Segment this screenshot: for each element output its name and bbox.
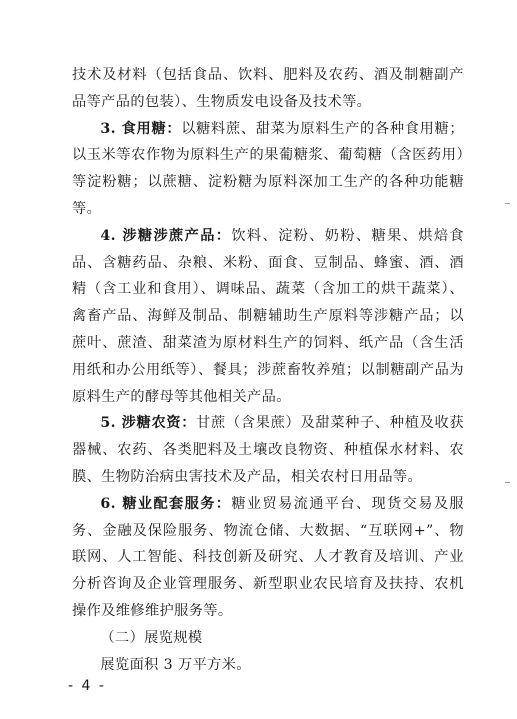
- paragraph-text: 甘蔗（含果蔗）及甜菜种子、种植及收获器械、农药、各类肥料及土壤改良物资、种植保水材料、农膜、生物防治病虫害技术及产品，相关农村日用品等。: [72, 415, 465, 485]
- paragraph-heading: 3. 食用糖：: [100, 120, 182, 137]
- document-body: [72, 62, 464, 678]
- section-heading: （二）展览规模: [100, 629, 203, 646]
- margin-tick-mark: [505, 203, 510, 204]
- paragraph-text: 以糖料蔗、甜菜为原料生产的各种食用糖；以玉米等农作物为原料生产的果葡糖浆、葡萄糖（含医药用）等淀粉糖；以蔗糖、淀粉糖为原料深加工生产的各种功能糖等。: [72, 120, 464, 217]
- paragraph-item-3: [72, 116, 464, 223]
- paragraph-continuation: [72, 62, 464, 116]
- paragraph-heading: 6. 糖业配套服务：: [100, 495, 232, 512]
- paragraph-item-5: [72, 410, 464, 490]
- paragraph-item-4: [72, 223, 464, 411]
- paragraph-heading: 5. 涉糖农资：: [100, 415, 197, 432]
- margin-tick-mark: [505, 482, 510, 483]
- page-number: - 4 -: [68, 678, 106, 694]
- paragraph-text: 技术及材料（包括食品、饮料、肥料及农药、酒及制糖副产品等产品的包装）、生物质发电设备及技术等。: [72, 67, 464, 110]
- paragraph-heading: 4. 涉糖涉蔗产品：: [100, 227, 232, 244]
- paragraph-text: 饮料、淀粉、奶粉、糖果、烘焙食品、含糖药品、杂粮、米粉、面食、豆制品、蜂蜜、酒、酒精（含工业和食用）、调味品、蔬菜（含加工的烘干蔬菜）、禽畜产品、海鲜及制品、制糖辅助生产原料等涉糖产品；以蔗叶、蔗渣、甜菜渣为原材料生产的饲料、纸产品（含生活用纸和办公用纸等）、餐具；涉蔗畜牧养殖；以制糖副产品为原料生产的酵母等其他相关产品。: [72, 227, 464, 405]
- paragraph-text: 糖业贸易流通平台、现货交易及服务、金融及保险服务、物流仓储、大数据、“互联网+”、物联网、人工智能、科技创新及研究、人才教育及培训、产业分析咨询及企业管理服务、新型职业农民培育及扶持、农机操作及维修维护服务等。: [72, 495, 464, 619]
- paragraph-item-6: [72, 491, 464, 625]
- section-text: 展览面积 3 万平方米。: [100, 656, 251, 673]
